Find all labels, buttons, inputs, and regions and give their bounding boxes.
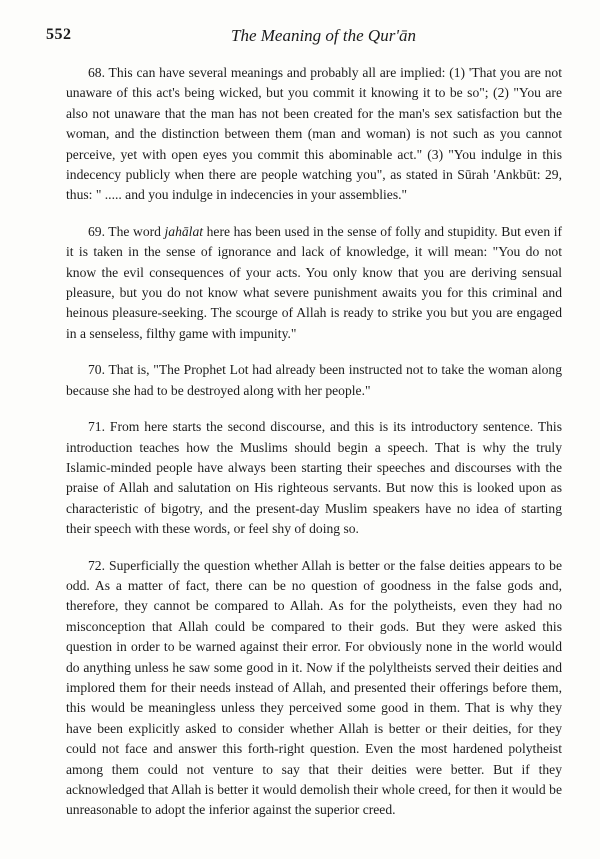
note-69-term: jahālat xyxy=(164,223,204,239)
page-number: 552 xyxy=(46,26,72,43)
note-68: 68. This can have several meanings and probably all are implied: (1) 'That you are not unaware of this act's being wicked, but you commit it knowing it to be so"; (2) "You are also not unaware that the man has not been created for the man's sex satisfaction but the woman, and the distinction between them (man and woman) is not such as you cannot perceive, yet with open eyes you commit this abominable act." (3) "You indulge in this indecency publicly when there are people watching you", as stated in Sūrah 'Ankbūt: 29, thus: " ..... and you indulge in indecencies in your assemblies." xyxy=(66,65,562,203)
note-72: 72. Superficially the question whether Allah is better or the false deities appears to be odd. As a matter of fact, there can be no question of goodness in the false gods and, therefore, they cannot be compared to Allah. As for the polytheists, even they had no misconception that Allah could be compared to their gods. But they were asked this question in order to be warned against their error. For obviously none in the world would do anything unless he saw some good in it. Now if the polyltheists served their deities and implored them for their needs instead of Allah, and presented their offerings before them, this would be meaningless unless they perceived some good in them. That is why they have been explicitly asked to consider whether Allah is better or their deities, for they could not face and answer this forth-right question. Even the most hardened polytheist among them could not venture to say that their deities were better. But if they acknowledged that Allah is better it would demolish their whole creed, for then it would be unreasonable to adopt the inferior against the superior creed. xyxy=(66,557,562,818)
page-header xyxy=(46,26,560,50)
note-69-lead: 69. The word xyxy=(88,223,165,239)
running-title: The Meaning of the Qur'ān xyxy=(231,26,416,45)
note-69-rest: here has been used in the sense of folly and stupidity. But even if it is taken in the sense of ignorance and lack of knowledge, it will mean: "You do not know the evil consequences of your acts. You only know that you are deriving sensual pleasure, but you do not know what severe punishment awaits you for this criminal and heinous pleasure-seeking. The scourge of Allah is ready to strike you but you are engaged in a senseless, filthy game with impunity." xyxy=(66,223,562,341)
note-69 xyxy=(66,222,562,344)
note-71: 71. From here starts the second discourse, and this is its introductory sentence. This introduction teaches how the Muslims should begin a speech. That is why the truly Islamic-minded people have always been starting their speeches and discourses with the praise of Allah and salutation on His righteous servants. But now this is looked upon as characteristic of bigotry, and the present-day Muslim speakers have no idea of starting their speech with these words, or feel shy of doing so. xyxy=(66,419,562,537)
note-70: 70. That is, "The Prophet Lot had already been instructed not to take the woman along because she had to be destroyed along with her people." xyxy=(66,362,562,398)
commentary-body xyxy=(66,63,562,837)
